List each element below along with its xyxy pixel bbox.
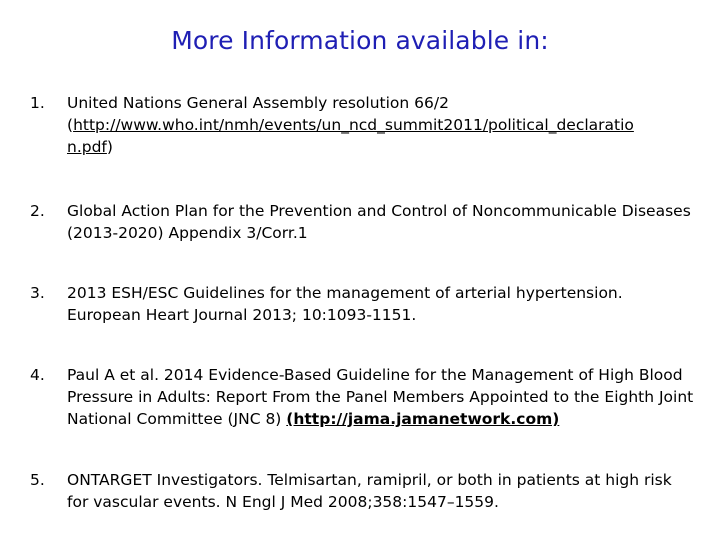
jama-link[interactable]: (http://jama.jamanetwork.com) [286, 410, 560, 428]
reference-text: ONTARGET Investigators. Telmisartan, ramipril, or both in patients at high risk for vascular events. N Engl J Med 2008;358:1547–1559. [67, 471, 672, 511]
item-number: 2. [30, 202, 45, 220]
item-number: 3. [30, 284, 45, 302]
item-number: 4. [30, 366, 45, 384]
paren: ( [67, 116, 74, 134]
reference-body: Paul A et al. 2014 Evidence-Based Guideline for the Management of High Blood Pressure in Adults: Report From the Panel Members Appointed to the Eighth Joint National Committee (JNC 8) [67, 366, 694, 428]
reference-text: Global Action Plan for the Prevention and Control of Noncommunicable Diseases (2013-2020) Appendix 3/Corr.1 [67, 202, 691, 242]
reference-line: United Nations General Assembly resolution 66/2 [67, 94, 449, 112]
who-resolution-link[interactable]: http://www.who.int/nmh/events/un_ncd_summit2011/political_declaratio [73, 116, 634, 134]
reference-text [67, 364, 697, 430]
who-resolution-link-cont[interactable]: n.pdf [67, 138, 107, 156]
paren: ) [106, 138, 113, 156]
item-number: 1. [30, 94, 45, 112]
item-number: 5. [30, 471, 45, 489]
reference-text [67, 92, 697, 158]
page-title: More Information available in: [171, 26, 549, 55]
reference-text: 2013 ESH/ESC Guidelines for the management of arterial hypertension. European Heart Journal 2013; 10:1093-1151. [67, 284, 623, 324]
